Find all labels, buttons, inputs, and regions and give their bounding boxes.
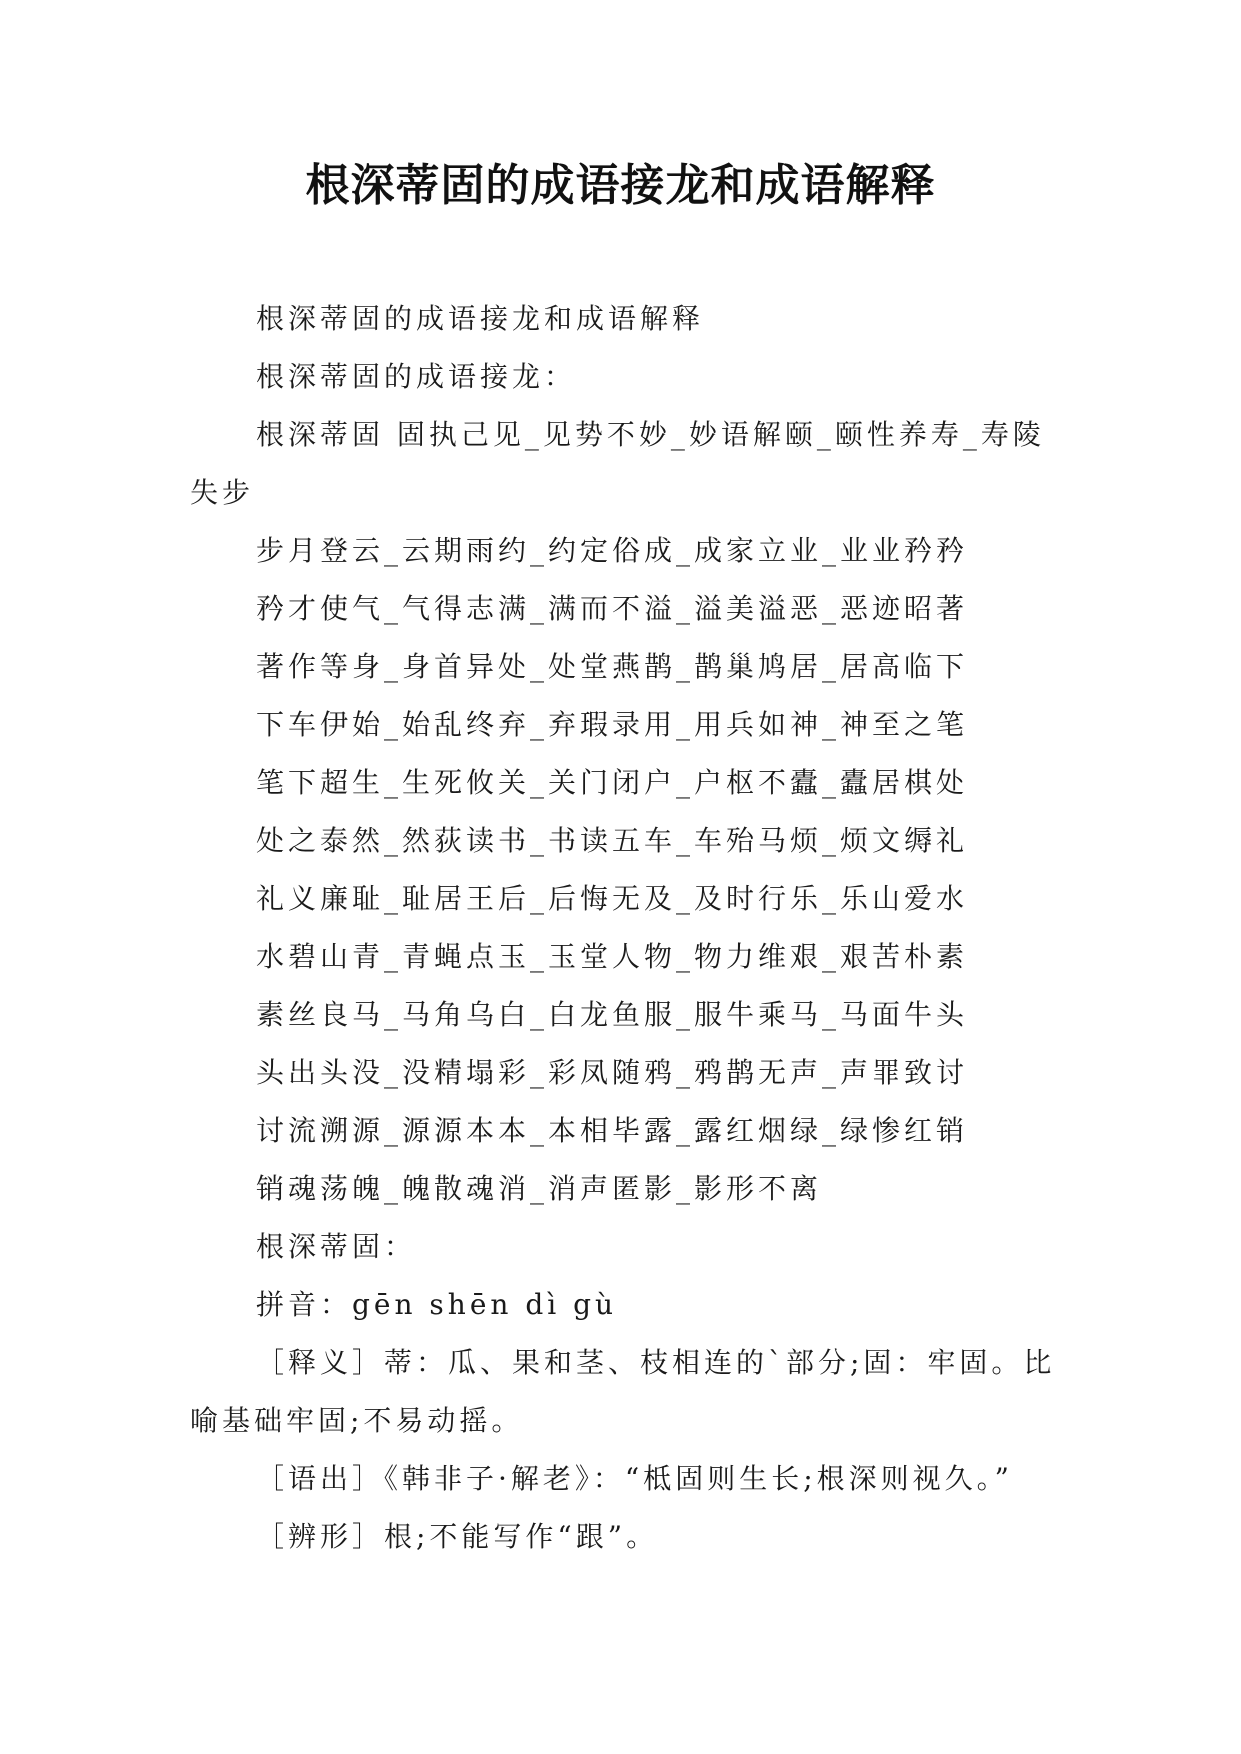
- paragraph-chain-line: 讨流溯源_源源本本_本相毕露_露红烟绿_绿惨红销: [256, 1114, 969, 1147]
- paragraph-chain-line: 礼义廉耻_耻居王后_后悔无及_及时行乐_乐山爱水: [256, 882, 969, 915]
- paragraph-chain-line: 著作等身_身首异处_处堂燕鹊_鹊巢鸠居_居高临下: [256, 650, 969, 683]
- paragraph-chain-line: 头出头没_没精塌彩_彩凤随鸦_鸦鹊无声_声罪致讨: [256, 1056, 969, 1089]
- paragraph-chain-line: 处之泰然_然荻读书_书读五车_车殆马烦_烦文缛礼: [256, 824, 969, 857]
- document-title: 根深蒂固的成语接龙和成语解释: [305, 160, 936, 211]
- document-body: [190, 290, 1070, 1566]
- paragraph-chain-line: 水碧山青_青蝇点玉_玉堂人物_物力维艰_艰苦朴素: [256, 940, 969, 973]
- paragraph-chain-line: 销魂荡魄_魄散魂消_消声匿影_影形不离: [256, 1172, 823, 1205]
- paragraph-chain-line: 下车伊始_始乱终弃_弃瑕录用_用兵如神_神至之笔: [256, 708, 969, 741]
- paragraph-definition: ［释义］蒂：瓜、果和茎、枝相连的`部分;固：牢固。比喻基础牢固;不易动摇。: [190, 1346, 1056, 1437]
- paragraph-chain-intro: 根深蒂固的成语接龙：: [256, 360, 577, 393]
- paragraph-source: ［语出］《韩非子·解老》：“柢固则生长;根深则视久。”: [256, 1462, 1013, 1495]
- paragraph-chain-line: 步月登云_云期雨约_约定俗成_成家立业_业业矜矜: [256, 534, 969, 567]
- paragraph-heading: 根深蒂固的成语接龙和成语解释: [256, 302, 705, 335]
- paragraph-pinyin: 拼音：gēn shēn dì gù: [256, 1288, 618, 1321]
- paragraph-chain-line: 根深蒂固 固执己见_见势不妙_妙语解颐_颐性养寿_寿陵失步: [190, 418, 1045, 509]
- paragraph-chain-line: 笔下超生_生死攸关_关门闭户_户枢不蠹_蠹居棋处: [256, 766, 969, 799]
- paragraph-idiom-heading: 根深蒂固：: [256, 1230, 417, 1263]
- paragraph-form-note: ［辨形］根;不能写作“跟”。: [256, 1520, 659, 1553]
- paragraph-chain-line: 矜才使气_气得志满_满而不溢_溢美溢恶_恶迹昭著: [256, 592, 969, 625]
- paragraph-chain-line: 素丝良马_马角乌白_白龙鱼服_服牛乘马_马面牛头: [256, 998, 969, 1031]
